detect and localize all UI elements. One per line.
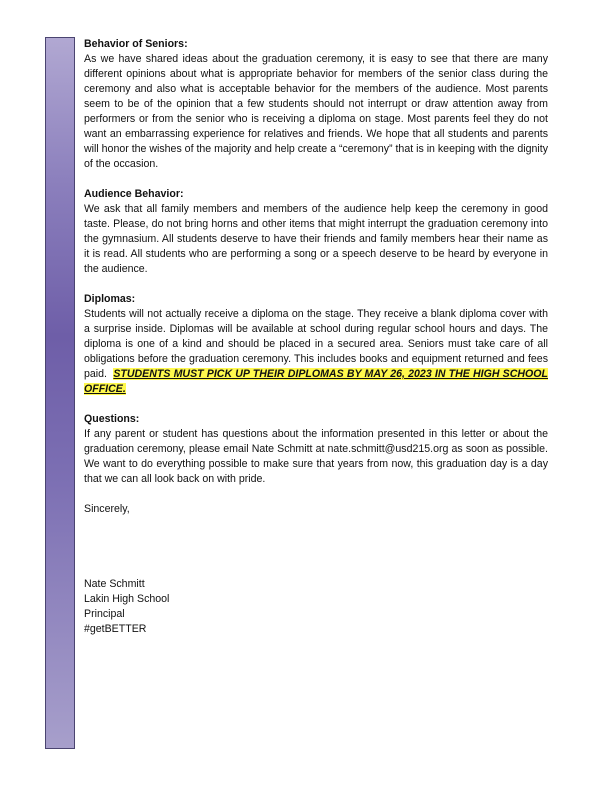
section-paragraph: If any parent or student has questions about the information presented in this letter or about the graduation ceremony, please email Nate Schmitt at nate.schmitt@usd215.org as soon as possible. We want to do everything possible to make sure that years from now, this graduation day is a day that we can all look back on with pride. bbox=[84, 428, 548, 485]
signer-title: Principal bbox=[84, 608, 125, 620]
section-heading: Audience Behavior: bbox=[84, 188, 184, 200]
section-diplomas bbox=[84, 292, 548, 397]
signer-name: Nate Schmitt bbox=[84, 578, 145, 590]
section-behavior-of-seniors bbox=[84, 37, 548, 172]
section-questions bbox=[84, 412, 548, 487]
section-paragraph: As we have shared ideas about the graduation ceremony, it is easy to see that there are many different opinions about what is appropriate behavior for members of the senior class during the ceremony and also what is acceptable behavior for the members of the audience. Most parents seem to be of the opinion that a few students should not interrupt or draw attention away from performers or from the senior who is receiving a diploma on stage. Most parents feel they do not want an embarrassing experience for relatives and friends. We hope that all students and parents will honor the wishes of the majority and help create a “ceremony” that is in keeping with the dignity of the occasion. bbox=[84, 53, 549, 170]
section-heading: Diplomas: bbox=[84, 293, 136, 305]
diplomas-text: Students will not actually receive a diploma on the stage. They receive a blank diploma cover with a surprise inside. Diplomas will be available at school during regular school hours and days. The diploma is one of a kind and should be placed in a secured area. Seniors must take care of all obligations before the graduation ceremony. This includes books and equipment returned and fees paid. bbox=[84, 308, 548, 380]
section-audience-behavior bbox=[84, 187, 548, 277]
decorative-sidebar bbox=[45, 37, 75, 749]
signature-block bbox=[84, 577, 548, 637]
closing-salutation: Sincerely, bbox=[84, 503, 130, 515]
diploma-pickup-notice: STUDENTS MUST PICK UP THEIR DIPLOMAS BY MAY 26, 2023 IN THE HIGH SCHOOL OFFICE. bbox=[84, 368, 548, 395]
signature-space bbox=[84, 517, 548, 577]
section-heading: Behavior of Seniors: bbox=[84, 38, 188, 50]
section-paragraph bbox=[84, 307, 548, 397]
section-heading: Questions: bbox=[84, 413, 140, 425]
signer-hashtag: #getBETTER bbox=[84, 623, 147, 635]
signer-school: Lakin High School bbox=[84, 593, 170, 605]
letter-body bbox=[84, 37, 548, 637]
section-paragraph: We ask that all family members and members of the audience help keep the ceremony in good taste. Please, do not bring horns and other items that might interrupt the graduation ceremony into the gymnasium. All students deserve to have their friends and family members hear their name as it is read. All students who are performing a song or a speech deserve to be heard by everyone in the audience. bbox=[84, 203, 548, 275]
